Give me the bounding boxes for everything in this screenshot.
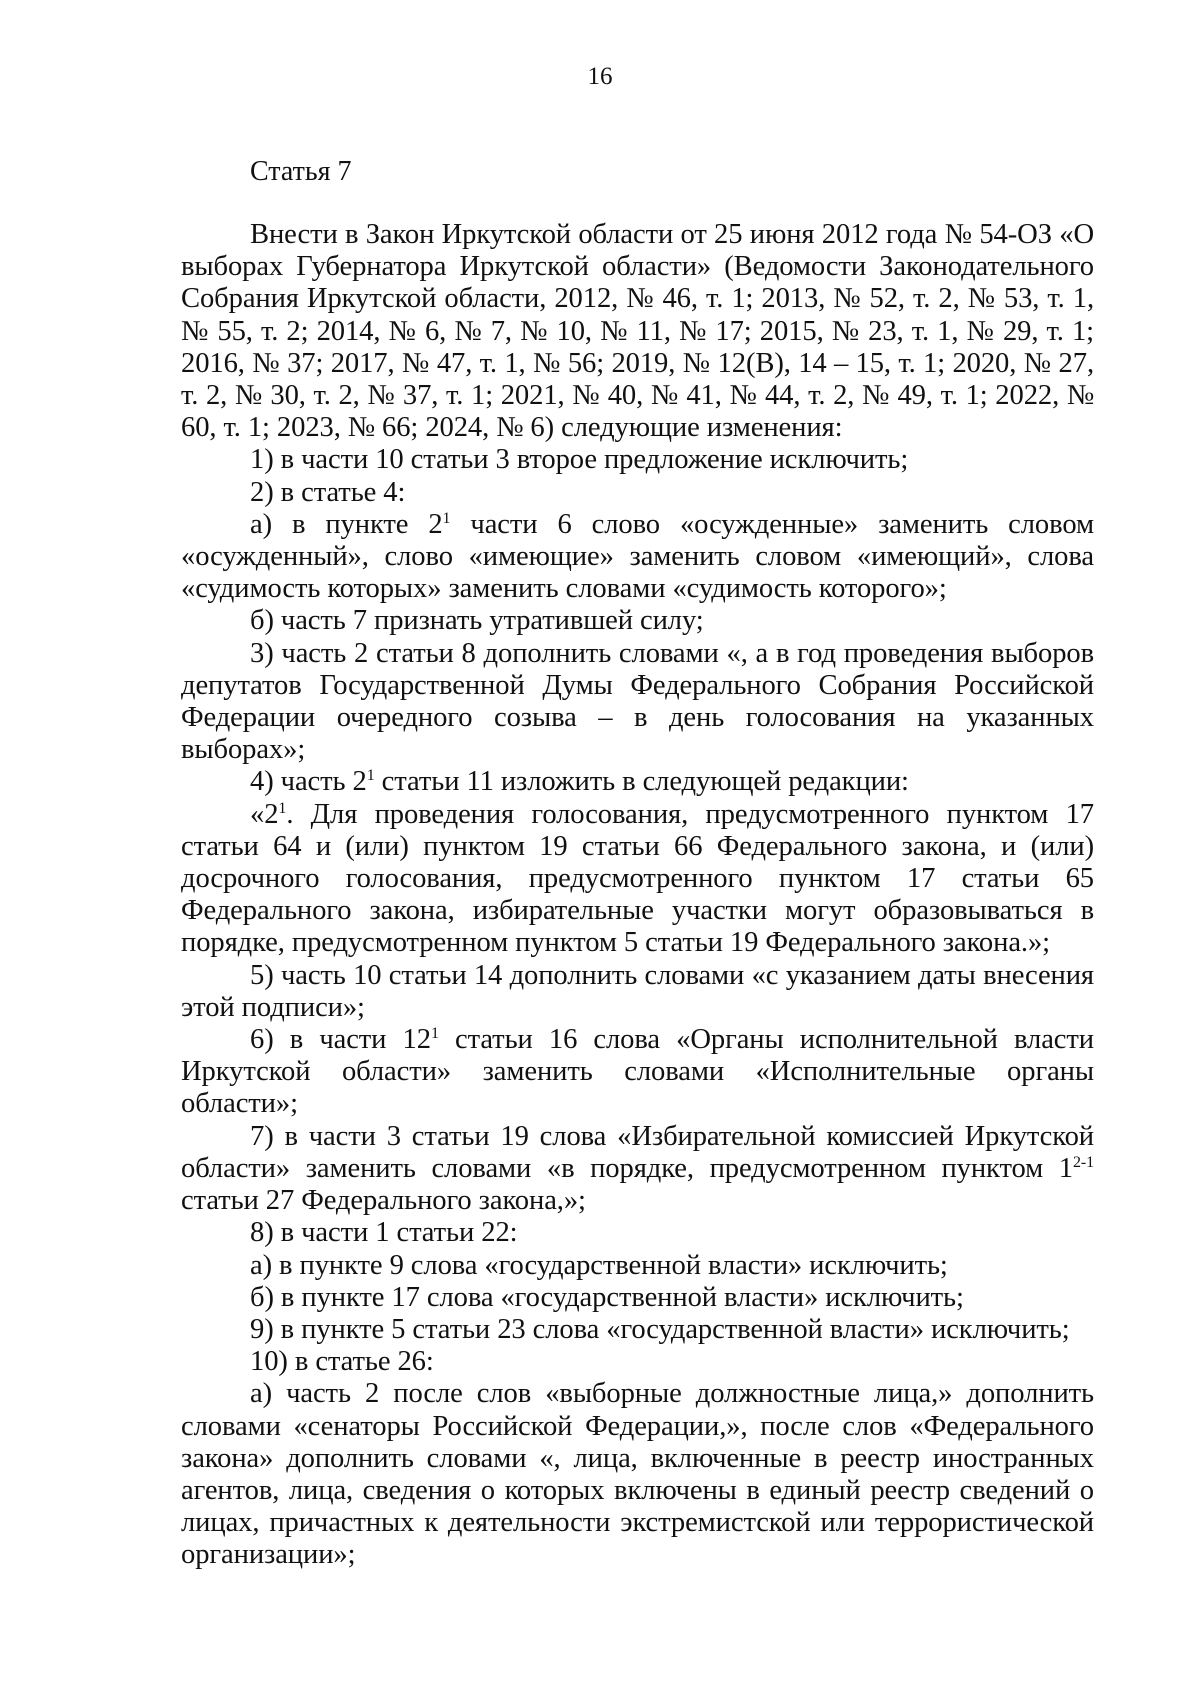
text-fragment: части 6 слово «осужденные» заменить словом «осужденный», слово «имеющие» заменить словом «имеющий», слова «судимость которых» заменить словами «судимость которого»; [181, 508, 1094, 605]
paragraph-item-2: 2) в статье 4: [250, 476, 406, 508]
text-fragment: «2 [250, 798, 279, 830]
paragraph-item-3: 3) часть 2 статьи 8 дополнить словами «, а в год проведения выборов депутатов Государственной Думы Федерального Собрания Российской Федерации очередного созыва – в день голосования на указанных выборах»; [181, 637, 1094, 766]
paragraph-item-4-text [181, 799, 1094, 960]
text-fragment: . Для проведения голосования, предусмотренного пунктом 17 статьи 64 и (или) пунктом 19 статьи 66 Федерального закона, и (или) досрочного голосования, предусмотренного пунктом 17 статьи 65 Федерального закона, избирательные участки могут образовываться в порядке, предусмотренном пунктом 5 статьи 19 Федерального закона.»; [181, 798, 1094, 959]
text-fragment: статьи 16 слова «Органы исполнительной власти Иркутской области» заменить словами «Исполнительные органы области»; [181, 1024, 1094, 1120]
text-fragment: статьи 27 Федерального закона,»; [181, 1185, 586, 1217]
superscript: 1 [442, 509, 451, 527]
page-number: 16 [587, 63, 613, 90]
text-fragment: 6) в части 12 [250, 1024, 431, 1056]
paragraph-item-10a: а) часть 2 после слов «выборные должностные лица,» дополнить словами «сенаторы Российской Федерации,», после слов «Федерального закона» дополнить словами «, лица, включенные в реестр иностранных агентов, лица, сведения о которых включены в единый реестр сведений о лицах, причастных к деятельности экстремистской или террористической организации»; [181, 1378, 1094, 1571]
paragraph-item-5: 5) часть 10 статьи 14 дополнить словами «с указанием даты внесения этой подписи»; [181, 959, 1094, 1023]
paragraph-item-6 [181, 1024, 1094, 1121]
paragraph-item-2a [181, 509, 1094, 606]
article-body [181, 219, 1094, 1572]
paragraph-item-2b: б) часть 7 признать утратившей силу; [250, 605, 704, 637]
paragraph-item-4 [181, 766, 1094, 798]
text-fragment: 7) в части 3 статьи 19 слова «Избирательной комиссией Иркутской области» заменить словами «в порядке, предусмотренном пунктом 1 [181, 1120, 1094, 1184]
text-fragment: статьи 11 изложить в следующей редакции: [374, 766, 909, 798]
superscript: 1 [430, 1025, 439, 1043]
paragraph-item-8b: б) в пункте 17 слова «государственной власти» исключить; [250, 1281, 964, 1313]
superscript: 1 [278, 799, 287, 817]
text-fragment: а) в пункте 2 [250, 508, 443, 540]
paragraph-item-7 [181, 1121, 1094, 1218]
paragraph-item-10: 10) в статье 26: [250, 1346, 434, 1378]
superscript: 1 [366, 767, 375, 785]
paragraph-item-1: 1) в части 10 статьи 3 второе предложение исключить; [250, 444, 909, 476]
paragraph-item-9: 9) в пункте 5 статьи 23 слова «государственной власти» исключить; [250, 1313, 1070, 1345]
paragraph-item-8a: а) в пункте 9 слова «государственной власти» исключить; [250, 1249, 948, 1281]
paragraph-intro: Внести в Закон Иркутской области от 25 июня 2012 года № 54-ОЗ «О выборах Губернатора Иркутской области» (Ведомости Законодательного Собрания Иркутской области, 2012, № 46, т. 1; 2013, № 52, т. 2, № 53, т. 1, № 55, т. 2; 2014, № 6, № 7, № 10, № 11, № 17; 2015, № 23, т. 1, № 29, т. 1; 2016, № 37; 2017, № 47, т. 1, № 56; 2019, № 12(В), 14 – 15, т. 1; 2020, № 27, т. 2, № 30, т. 2, № 37, т. 1; 2021, № 40, № 41, № 44, т. 2, № 49, т. 1; 2022, № 60, т. 1; 2023, № 66; 2024, № 6) следующие изменения: [181, 219, 1094, 444]
article-title: Статья 7 [250, 156, 352, 187]
superscript: 2-1 [1072, 1153, 1094, 1171]
text-fragment: 4) часть 2 [250, 766, 367, 798]
paragraph-item-8: 8) в части 1 статьи 22: [250, 1217, 518, 1249]
